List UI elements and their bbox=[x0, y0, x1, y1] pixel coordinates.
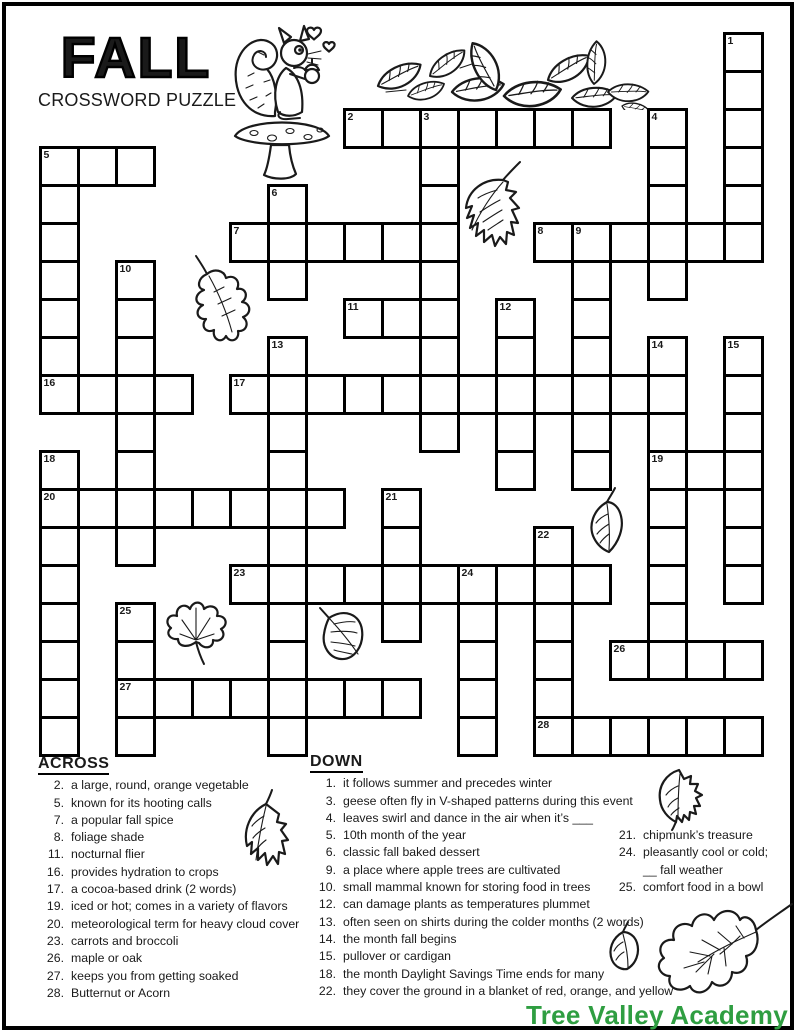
grid-cell[interactable] bbox=[723, 640, 764, 681]
clue-text: a large, round, orange vegetable bbox=[71, 778, 249, 793]
grid-cell[interactable] bbox=[153, 374, 194, 415]
grid-cell[interactable] bbox=[571, 716, 612, 757]
grid-cell[interactable] bbox=[229, 374, 270, 415]
down-clue-list-continued bbox=[610, 827, 786, 896]
clue-text: iced or hot; comes in a variety of flavors bbox=[71, 899, 288, 914]
grid-cell[interactable] bbox=[115, 640, 156, 681]
grid-cell[interactable] bbox=[267, 336, 308, 377]
grid-cell[interactable] bbox=[419, 222, 460, 263]
grid-cell[interactable] bbox=[419, 108, 460, 149]
clue-text: small mammal known for storing food in trees bbox=[343, 880, 591, 895]
grid-cell[interactable] bbox=[267, 412, 308, 453]
cell-number: 22 bbox=[537, 528, 550, 541]
across-clue-list bbox=[38, 777, 328, 1002]
grid-cell[interactable] bbox=[419, 298, 460, 339]
grid-cell[interactable] bbox=[39, 716, 80, 757]
grid-cell[interactable] bbox=[115, 716, 156, 757]
grid-cell[interactable] bbox=[647, 450, 688, 491]
clue-item bbox=[310, 793, 670, 810]
clue-number: 25. bbox=[618, 879, 636, 894]
grid-cell[interactable] bbox=[229, 488, 270, 529]
grid-cell[interactable] bbox=[39, 564, 80, 605]
grid-cell[interactable] bbox=[457, 602, 498, 643]
grid-cell[interactable] bbox=[609, 640, 650, 681]
squirrel-on-mushroom-illustration bbox=[228, 16, 340, 182]
grid-cell[interactable] bbox=[39, 260, 80, 301]
clue-item bbox=[38, 916, 328, 933]
clue-item bbox=[38, 933, 328, 950]
grid-cell[interactable] bbox=[723, 146, 764, 187]
grid-cell[interactable] bbox=[419, 374, 460, 415]
grid-cell[interactable] bbox=[533, 564, 574, 605]
grid-cell[interactable] bbox=[419, 336, 460, 377]
clue-item bbox=[310, 931, 670, 948]
clue-item bbox=[310, 983, 674, 1000]
cell-number: 19 bbox=[651, 452, 664, 465]
slim-leaf-icon bbox=[316, 604, 370, 666]
clue-text: nocturnal flier bbox=[71, 847, 145, 862]
clue-number: 7. bbox=[53, 812, 64, 827]
grid-cell[interactable] bbox=[115, 678, 156, 719]
grid-cell[interactable] bbox=[571, 336, 612, 377]
clue-number: 24. bbox=[618, 845, 636, 860]
grid-cell[interactable] bbox=[381, 108, 422, 149]
clue-text: geese often fly in V-shaped patterns during this event bbox=[343, 793, 633, 808]
clue-text: meteorological term for heavy cloud cover bbox=[71, 916, 300, 931]
grid-cell[interactable] bbox=[647, 336, 688, 377]
clue-number: 28. bbox=[46, 985, 64, 1000]
clue-number: 4. bbox=[325, 810, 336, 825]
cell-number: 8 bbox=[537, 224, 544, 237]
cell-number: 26 bbox=[613, 642, 626, 655]
grid-cell[interactable] bbox=[267, 564, 308, 605]
grid-cell[interactable] bbox=[571, 298, 612, 339]
across-clues-section bbox=[38, 755, 328, 1002]
grid-cell[interactable] bbox=[267, 602, 308, 643]
clue-item bbox=[38, 985, 328, 1002]
clue-number: 15. bbox=[318, 949, 336, 964]
cell-number: 16 bbox=[43, 376, 56, 389]
grid-cell[interactable] bbox=[723, 336, 764, 377]
clue-number: 10. bbox=[318, 880, 336, 895]
maple-leaf-icon bbox=[160, 594, 230, 666]
clue-text: it follows summer and precedes winter bbox=[343, 776, 553, 791]
clue-text: provides hydration to crops bbox=[71, 864, 219, 879]
grid-cell[interactable] bbox=[267, 374, 308, 415]
grid-cell[interactable] bbox=[533, 602, 574, 643]
grid-cell[interactable] bbox=[533, 374, 574, 415]
grid-cell[interactable] bbox=[723, 222, 764, 263]
clue-number: 26. bbox=[46, 951, 64, 966]
clue-text: the month fall begins bbox=[343, 931, 457, 946]
clue-text: can damage plants as temperatures plummet bbox=[343, 897, 590, 912]
cell-number: 6 bbox=[271, 186, 278, 199]
grid-cell[interactable] bbox=[419, 564, 460, 605]
clue-item bbox=[610, 879, 786, 896]
grid-cell[interactable] bbox=[267, 488, 308, 529]
cell-number: 9 bbox=[575, 224, 582, 237]
grid-cell[interactable] bbox=[153, 678, 194, 719]
grid-cell[interactable] bbox=[229, 678, 270, 719]
grid-cell[interactable] bbox=[571, 222, 612, 263]
clue-item bbox=[310, 896, 670, 913]
grid-cell[interactable] bbox=[495, 412, 536, 453]
grid-cell[interactable] bbox=[115, 412, 156, 453]
cell-number: 27 bbox=[119, 680, 132, 693]
puzzle-subtitle: CROSSWORD PUZZLE bbox=[38, 90, 237, 110]
cell-number: 17 bbox=[233, 376, 246, 389]
grid-cell[interactable] bbox=[115, 374, 156, 415]
grid-cell[interactable] bbox=[267, 526, 308, 567]
cell-number: 23 bbox=[233, 566, 246, 579]
grid-cell[interactable] bbox=[571, 564, 612, 605]
cell-number: 15 bbox=[727, 338, 740, 351]
birch-leaf-icon bbox=[448, 158, 534, 260]
grid-cell[interactable] bbox=[381, 564, 422, 605]
clue-number: 8. bbox=[53, 830, 64, 845]
clue-number: 22. bbox=[318, 983, 336, 998]
grid-cell[interactable] bbox=[723, 108, 764, 149]
cell-number: 3 bbox=[423, 110, 430, 123]
grid-cell[interactable] bbox=[381, 602, 422, 643]
clue-number: 1. bbox=[325, 776, 336, 791]
cell-number: 14 bbox=[651, 338, 664, 351]
grid-cell[interactable] bbox=[495, 374, 536, 415]
clue-text: a place where apple trees are cultivated bbox=[343, 862, 561, 877]
clue-text: carrots and broccoli bbox=[71, 933, 179, 948]
clue-item bbox=[310, 810, 670, 827]
clue-text: 10th month of the year bbox=[343, 828, 467, 843]
grid-cell[interactable] bbox=[647, 564, 688, 605]
cell-number: 21 bbox=[385, 490, 398, 503]
grid-cell[interactable] bbox=[39, 222, 80, 263]
grid-cell[interactable] bbox=[495, 298, 536, 339]
clue-number: 17. bbox=[46, 882, 64, 897]
grid-cell[interactable] bbox=[685, 222, 726, 263]
grid-cell[interactable] bbox=[457, 716, 498, 757]
down-clues-continued-section bbox=[610, 827, 786, 896]
clue-text: pullover or cardigan bbox=[343, 949, 452, 964]
clue-number: 9. bbox=[325, 862, 336, 877]
grid-cell[interactable] bbox=[647, 602, 688, 643]
clue-number: 11. bbox=[47, 847, 64, 862]
clue-number: 5. bbox=[325, 828, 336, 843]
grid-cell[interactable] bbox=[343, 374, 384, 415]
grid-cell[interactable] bbox=[343, 298, 384, 339]
grid-cell[interactable] bbox=[267, 678, 308, 719]
clue-number: 16. bbox=[46, 864, 64, 879]
grid-cell[interactable] bbox=[153, 488, 194, 529]
grid-cell[interactable] bbox=[723, 412, 764, 453]
cell-number: 4 bbox=[651, 110, 658, 123]
grid-cell[interactable] bbox=[39, 184, 80, 225]
clue-number: 21. bbox=[618, 828, 636, 842]
grid-cell[interactable] bbox=[723, 488, 764, 529]
clue-text: pleasantly cool or cold; __ fall weather bbox=[643, 845, 769, 877]
grid-cell[interactable] bbox=[457, 108, 498, 149]
puzzle-title: FALL bbox=[60, 26, 212, 90]
grid-cell[interactable] bbox=[267, 640, 308, 681]
grid-cell[interactable] bbox=[343, 222, 384, 263]
clue-number: 2. bbox=[53, 778, 64, 793]
clue-number: 18. bbox=[318, 966, 336, 981]
grid-cell[interactable] bbox=[191, 488, 232, 529]
clue-number: 19. bbox=[46, 899, 64, 914]
grid-cell[interactable] bbox=[419, 260, 460, 301]
grid-cell[interactable] bbox=[39, 450, 80, 491]
grid-cell[interactable] bbox=[533, 108, 574, 149]
grid-cell[interactable] bbox=[647, 260, 688, 301]
grid-cell[interactable] bbox=[305, 222, 346, 263]
grid-cell[interactable] bbox=[457, 678, 498, 719]
leaf-pile-illustration bbox=[376, 30, 658, 110]
grid-cell[interactable] bbox=[723, 32, 764, 73]
grid-cell[interactable] bbox=[647, 412, 688, 453]
grid-cell[interactable] bbox=[115, 450, 156, 491]
grid-cell[interactable] bbox=[609, 716, 650, 757]
grid-cell[interactable] bbox=[77, 374, 118, 415]
clue-text: the month Daylight Savings Time ends for many bbox=[343, 966, 605, 981]
clue-item bbox=[38, 864, 328, 881]
grid-cell[interactable] bbox=[457, 564, 498, 605]
grid-cell[interactable] bbox=[305, 374, 346, 415]
across-heading: ACROSS bbox=[38, 755, 328, 772]
grid-cell[interactable] bbox=[305, 564, 346, 605]
grid-cell[interactable] bbox=[229, 222, 270, 263]
clue-item bbox=[310, 914, 670, 931]
grid-cell[interactable] bbox=[39, 374, 80, 415]
grid-cell[interactable] bbox=[647, 488, 688, 529]
brand-logo-text: Tree Valley Academy bbox=[525, 1000, 788, 1030]
grid-cell[interactable] bbox=[647, 146, 688, 187]
cell-number: 24 bbox=[461, 566, 474, 579]
grid-cell[interactable] bbox=[533, 526, 574, 567]
grid-cell[interactable] bbox=[267, 260, 308, 301]
grid-cell[interactable] bbox=[647, 374, 688, 415]
clue-text: Butternut or Acorn bbox=[71, 985, 171, 1000]
grid-cell[interactable] bbox=[723, 716, 764, 757]
grid-cell[interactable] bbox=[381, 298, 422, 339]
cell-number: 10 bbox=[119, 262, 132, 275]
clue-text: foliage shade bbox=[71, 830, 145, 845]
clue-item bbox=[38, 968, 328, 985]
cell-number: 20 bbox=[43, 490, 56, 503]
clue-text: a popular fall spice bbox=[71, 812, 174, 827]
clue-text: a cocoa-based drink (2 words) bbox=[71, 882, 237, 897]
grid-cell[interactable] bbox=[647, 108, 688, 149]
grid-cell[interactable] bbox=[457, 374, 498, 415]
grid-cell[interactable] bbox=[267, 184, 308, 225]
grid-cell[interactable] bbox=[457, 640, 498, 681]
grid-cell[interactable] bbox=[533, 640, 574, 681]
small-leaf-icon bbox=[583, 486, 635, 556]
down-heading: DOWN bbox=[310, 753, 670, 770]
grid-cell[interactable] bbox=[343, 564, 384, 605]
clue-item bbox=[38, 898, 328, 915]
grid-cell[interactable] bbox=[685, 450, 726, 491]
grid-cell[interactable] bbox=[419, 412, 460, 453]
grid-cell[interactable] bbox=[39, 526, 80, 567]
grid-cell[interactable] bbox=[609, 222, 650, 263]
clue-text: known for its hooting calls bbox=[71, 795, 212, 810]
clue-item bbox=[310, 775, 670, 792]
grid-cell[interactable] bbox=[571, 108, 612, 149]
clue-text: comfort food in a bowl bbox=[643, 879, 764, 894]
grid-cell[interactable] bbox=[381, 222, 422, 263]
clue-item bbox=[38, 950, 328, 967]
clue-text: chipmunk’s treasure bbox=[643, 828, 753, 842]
grid-cell[interactable] bbox=[495, 108, 536, 149]
clue-number: 20. bbox=[46, 916, 64, 931]
grid-cell[interactable] bbox=[647, 716, 688, 757]
grid-cell[interactable] bbox=[115, 298, 156, 339]
grid-cell[interactable] bbox=[115, 602, 156, 643]
cell-number: 5 bbox=[43, 148, 50, 161]
cell-number: 13 bbox=[271, 338, 284, 351]
grid-cell[interactable] bbox=[305, 488, 346, 529]
clue-item bbox=[610, 844, 786, 879]
grid-cell[interactable] bbox=[381, 526, 422, 567]
grid-cell[interactable] bbox=[647, 526, 688, 567]
grid-cell[interactable] bbox=[723, 526, 764, 567]
grid-cell[interactable] bbox=[685, 716, 726, 757]
grid-cell[interactable] bbox=[343, 108, 384, 149]
cell-number: 12 bbox=[499, 300, 512, 313]
grid-cell[interactable] bbox=[115, 336, 156, 377]
grid-cell[interactable] bbox=[381, 374, 422, 415]
clue-number: 14. bbox=[318, 931, 336, 946]
grid-cell[interactable] bbox=[381, 678, 422, 719]
clue-item bbox=[38, 881, 328, 898]
grid-cell[interactable] bbox=[571, 374, 612, 415]
clue-number: 12. bbox=[318, 897, 336, 912]
clue-item bbox=[38, 846, 328, 863]
clue-text: classic fall baked dessert bbox=[343, 845, 480, 860]
cell-number: 28 bbox=[537, 718, 550, 731]
cell-number: 25 bbox=[119, 604, 132, 617]
grid-cell[interactable] bbox=[115, 488, 156, 529]
grid-cell[interactable] bbox=[39, 298, 80, 339]
grid-cell[interactable] bbox=[723, 450, 764, 491]
grid-cell[interactable] bbox=[419, 146, 460, 187]
cell-number: 18 bbox=[43, 452, 56, 465]
grid-cell[interactable] bbox=[39, 336, 80, 377]
grid-cell[interactable] bbox=[647, 184, 688, 225]
clue-item bbox=[38, 795, 328, 812]
clue-number: 23. bbox=[46, 933, 64, 948]
grid-cell[interactable] bbox=[77, 146, 118, 187]
grid-cell[interactable] bbox=[39, 640, 80, 681]
clue-number: 6. bbox=[325, 845, 336, 860]
clue-item bbox=[610, 827, 786, 844]
clue-number: 13. bbox=[318, 914, 336, 929]
grid-cell[interactable] bbox=[39, 146, 80, 187]
clue-text: they cover the ground in a blanket of red, orange, and yellow bbox=[343, 983, 674, 998]
grid-cell[interactable] bbox=[571, 412, 612, 453]
grid-cell[interactable] bbox=[571, 260, 612, 301]
grid-cell[interactable] bbox=[495, 450, 536, 491]
cell-number: 11 bbox=[347, 300, 359, 313]
grid-cell[interactable] bbox=[115, 146, 156, 187]
grid-cell[interactable] bbox=[723, 184, 764, 225]
cell-number: 7 bbox=[233, 224, 240, 237]
grid-cell[interactable] bbox=[191, 678, 232, 719]
grid-cell[interactable] bbox=[571, 450, 612, 491]
clue-number: 27. bbox=[46, 968, 64, 983]
title-block bbox=[38, 26, 237, 111]
grid-cell[interactable] bbox=[115, 526, 156, 567]
clue-item bbox=[38, 777, 328, 794]
clue-item bbox=[38, 812, 328, 829]
grid-cell[interactable] bbox=[723, 70, 764, 111]
grid-cell[interactable] bbox=[115, 260, 156, 301]
grid-cell[interactable] bbox=[723, 564, 764, 605]
oak-leaf-icon bbox=[174, 252, 254, 358]
clue-text: maple or oak bbox=[71, 951, 143, 966]
grid-cell[interactable] bbox=[305, 678, 346, 719]
clue-number: 3. bbox=[325, 793, 336, 808]
clue-text: often seen on shirts during the colder months (2 words) bbox=[343, 914, 644, 929]
grid-cell[interactable] bbox=[419, 184, 460, 225]
clue-text: leaves swirl and dance in the air when it’s ___ bbox=[343, 810, 593, 825]
clue-number: 5. bbox=[53, 795, 64, 810]
grid-cell[interactable] bbox=[39, 602, 80, 643]
grid-cell[interactable] bbox=[495, 336, 536, 377]
grid-cell[interactable] bbox=[267, 222, 308, 263]
grid-cell[interactable] bbox=[229, 564, 270, 605]
grid-cell[interactable] bbox=[685, 640, 726, 681]
grid-cell[interactable] bbox=[533, 716, 574, 757]
grid-cell[interactable] bbox=[647, 640, 688, 681]
grid-cell[interactable] bbox=[39, 678, 80, 719]
grid-cell[interactable] bbox=[381, 488, 422, 529]
grid-cell[interactable] bbox=[267, 716, 308, 757]
grid-cell[interactable] bbox=[267, 450, 308, 491]
grid-cell[interactable] bbox=[723, 374, 764, 415]
clue-item bbox=[310, 966, 670, 983]
grid-cell[interactable] bbox=[39, 488, 80, 529]
cell-number: 2 bbox=[347, 110, 354, 123]
clue-item bbox=[310, 948, 670, 965]
grid-cell[interactable] bbox=[533, 222, 574, 263]
grid-cell[interactable] bbox=[609, 374, 650, 415]
grid-cell[interactable] bbox=[77, 488, 118, 529]
grid-cell[interactable] bbox=[495, 564, 536, 605]
grid-cell[interactable] bbox=[343, 678, 384, 719]
cell-number: 1 bbox=[727, 34, 734, 47]
clue-item bbox=[38, 829, 328, 846]
grid-cell[interactable] bbox=[533, 678, 574, 719]
grid-cell[interactable] bbox=[647, 222, 688, 263]
clue-text: keeps you from getting soaked bbox=[71, 968, 239, 983]
